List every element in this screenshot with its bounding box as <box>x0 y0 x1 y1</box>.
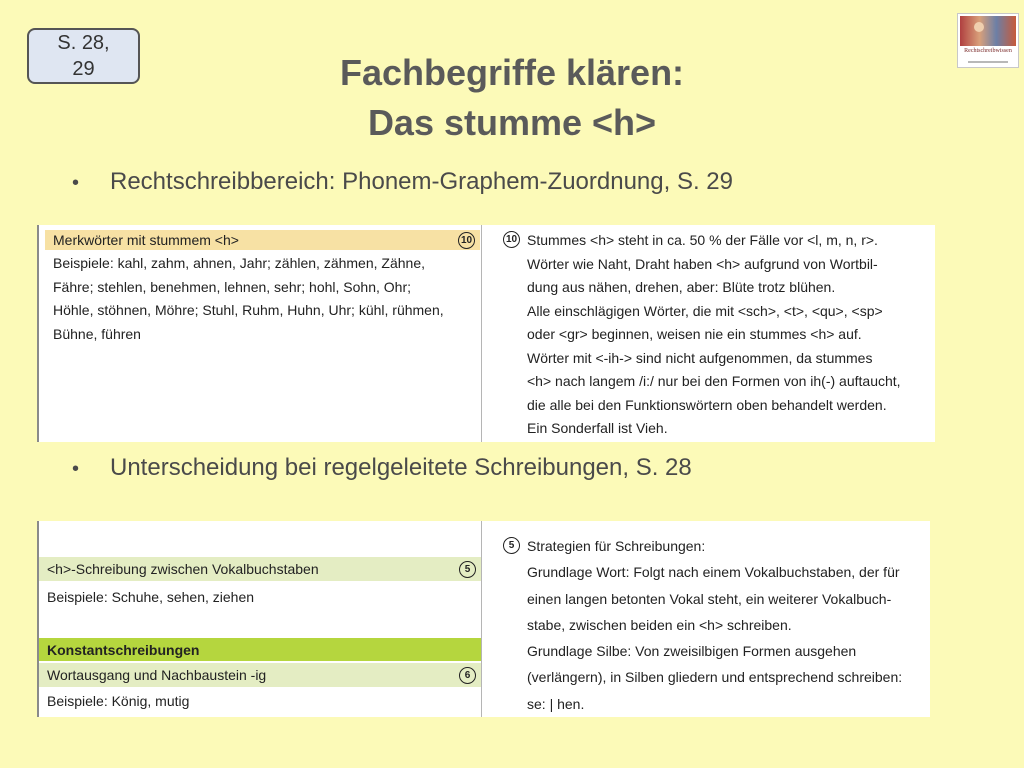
row-label: Wortausgang und Nachbaustein -ig <box>47 667 267 683</box>
bullet-dot: • <box>72 172 80 194</box>
panel2-row-examples-1 <box>39 585 481 609</box>
slide-title <box>250 48 774 148</box>
panel1-explanation: Stummes <h> steht in ca. 50 % der Fälle vor <l, m, n, r>. Wörter wie Naht, Draht haben <h> aufgrund von Wortbil- dung aus nähen, drehen, aber: Blüte trotz blühen. Alle einschlägigen Wörter, die mit <sch>, <t>, <qu>, <sp> oder <gr> beginnen, weisen nie ein stummes <h> auf. Wörter mit <-ih-> sind nicht aufgenommen, da stummes <h> nach langem /i:/ nur bei den Formen von ih(-) auftaucht, die alle bei den Funktionswörtern oben behandelt werden. Ein Sonderfall ist Vieh. <box>527 232 901 436</box>
cover-subtitle-line <box>968 61 1008 63</box>
bullet-dot: • <box>72 458 80 480</box>
cover-title: Rechtschreibwissen <box>964 48 1012 54</box>
panel1-heading: Merkwörter mit stummem <h> <box>53 232 239 248</box>
column-divider <box>481 225 482 442</box>
panel1-examples: Beispiele: kahl, zahm, ahnen, Jahr; zählen, zähmen, Zähne, Fähre; stehlen, benehmen, lehnen, sehr; hohl, Sohn, Ohr; Höhle, stöhnen, Möhre; Stuhl, Ruhm, Huhn, Uhr; kühl, rühmen, Bühne, führen <box>53 255 444 342</box>
number-circle-icon: 5 <box>503 537 520 554</box>
column-divider <box>481 521 482 717</box>
slide-title-line-1: Fachbegriffe klären: <box>339 52 685 93</box>
row-label: Konstantschreibungen <box>47 641 200 658</box>
row-label: Beispiele: König, mutig <box>47 693 190 709</box>
bullet-item-2 <box>72 454 692 482</box>
bullet-text: Rechtschreibbereich: Phonem-Graphem-Zuordnung, S. 29 <box>110 168 733 195</box>
excerpt-panel-1 <box>37 225 935 442</box>
book-cover-thumbnail <box>957 13 1019 68</box>
panel2-row-konstantschreibungen <box>39 638 481 661</box>
panel2-explanation: Strategien für Schreibungen: Grundlage Wort: Folgt nach einem Vokalbuchstaben, der für einen langen betonten Vokal steht, ein weiterer Vokalbuch- stabe, zwischen beiden ein <h> schreiben. Grundlage Silbe: Von zweisilbigen Formen ausgehen (verlängern), in Silben gliedern und entsprechend schreiben: se: | hen. <box>527 538 903 712</box>
cover-photo <box>960 16 1016 46</box>
slide-title-line-2: Das stumme <h> <box>367 102 657 143</box>
bullet-text: Unterscheidung bei regelgeleitete Schreibungen, S. 28 <box>110 454 692 481</box>
row-label: <h>-Schreibung zwischen Vokalbuchstaben <box>47 561 319 577</box>
number-circle-icon: 10 <box>503 231 520 248</box>
number-circle-icon: 10 <box>458 232 475 249</box>
cropped-text-remnant <box>505 521 625 530</box>
panel2-row-wortausgang <box>39 663 481 687</box>
bullet-item-1 <box>72 168 733 196</box>
cropped-text-remnant <box>39 521 469 530</box>
panel2-row-examples-2 <box>39 689 481 713</box>
panel2-row-h-schreibung <box>39 557 481 581</box>
panel1-heading-row <box>45 230 480 250</box>
number-circle-icon: 5 <box>459 561 476 578</box>
row-label: Beispiele: Schuhe, sehen, ziehen <box>47 589 255 605</box>
number-circle-icon: 6 <box>459 667 476 684</box>
page-reference-badge: S. 28, 29 <box>27 28 140 84</box>
excerpt-panel-2 <box>37 521 930 717</box>
